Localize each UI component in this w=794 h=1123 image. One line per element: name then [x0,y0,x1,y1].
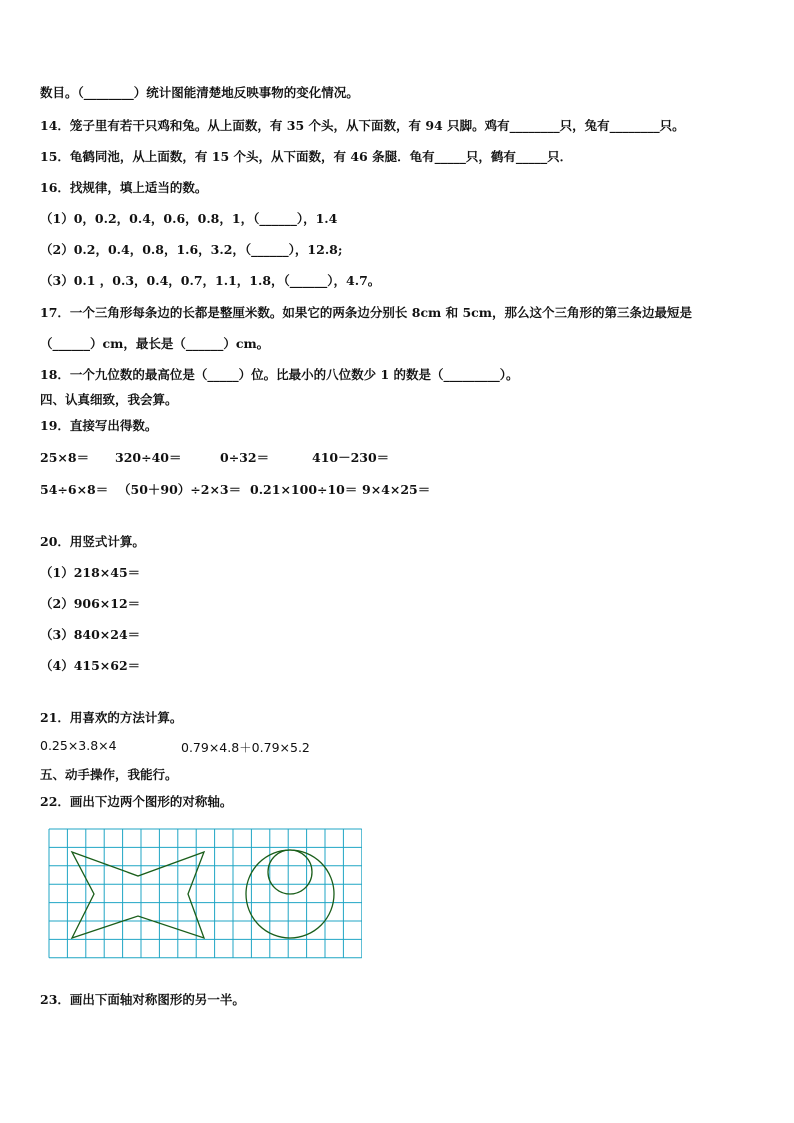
q21-expr: 0.79×4.8＋0.79×5.2 [181,740,310,755]
grid-lines [49,829,362,958]
question-23: 23．画出下面轴对称图形的另一半。 [40,992,245,1007]
small-circle-shape [268,850,312,894]
q19-expr: 410－230＝ [312,450,390,465]
section-4-heading: 四、认真细致，我会算。 [40,392,178,407]
question-16-1: （1）0，0.2，0.4，0.6，0.8，1，（______），1.4 [40,211,338,226]
question-14: 14．笼子里有若干只鸡和兔。从上面数，有 35 个头，从下面数，有 94 只脚。鸡有________只，兔有________只。 [40,118,685,133]
question-20-3: （3）840×24＝ [40,627,141,642]
q19-expr: 320÷40＝ [115,450,182,465]
q13-tail: 数目。（________）统计图能清楚地反映事物的变化情况。 [40,85,359,100]
question-20-4: （4）415×62＝ [40,658,141,673]
q21-expr: 0.25×3.8×4 [40,738,117,753]
question-20-2: （2）906×12＝ [40,596,141,611]
question-20: 20．用竖式计算。 [40,534,145,549]
q19-expr: 9×4×25＝ [362,482,431,497]
question-19: 19．直接写出得数。 [40,418,158,433]
question-16-2: （2）0.2，0.4，0.8，1.6，3.2，（______），12.8; [40,242,343,257]
question-17-b: （______）cm，最长是（______）cm。 [40,336,270,351]
question-21: 21．用喜欢的方法计算。 [40,710,183,725]
q19-expr: 0÷32＝ [220,450,270,465]
question-17-a: 17．一个三角形每条边的长都是整厘米数。如果它的两条边分别长 8cm 和 5cm，那么这个三角形的第三条边最短是 [40,305,693,320]
question-20-1: （1）218×45＝ [40,565,141,580]
question-18: 18．一个九位数的最高位是（_____）位。比最小的八位数少 1 的数是（_________）。 [40,367,519,382]
symmetry-grid-figure [48,828,362,966]
bowtie-shape [72,852,204,938]
question-16-3: （3）0.1 ，0.3，0.4，0.7，1.1，1.8，（______），4.7。 [40,273,381,288]
q19-expr: 25×8＝ [40,450,90,465]
q19-expr: 54÷6×8＝ [40,482,109,497]
question-15: 15．龟鹤同池，从上面数，有 15 个头，从下面数，有 46 条腿．龟有_____只，鹤有_____只． [40,149,573,164]
question-22: 22．画出下边两个图形的对称轴。 [40,794,233,809]
question-16: 16．找规律，填上适当的数。 [40,180,208,195]
q19-expr: 0.21×100÷10＝ [250,482,358,497]
section-5-heading: 五、动手操作，我能行。 [40,767,178,782]
q19-expr: （50＋90）÷2×3＝ [118,482,242,497]
